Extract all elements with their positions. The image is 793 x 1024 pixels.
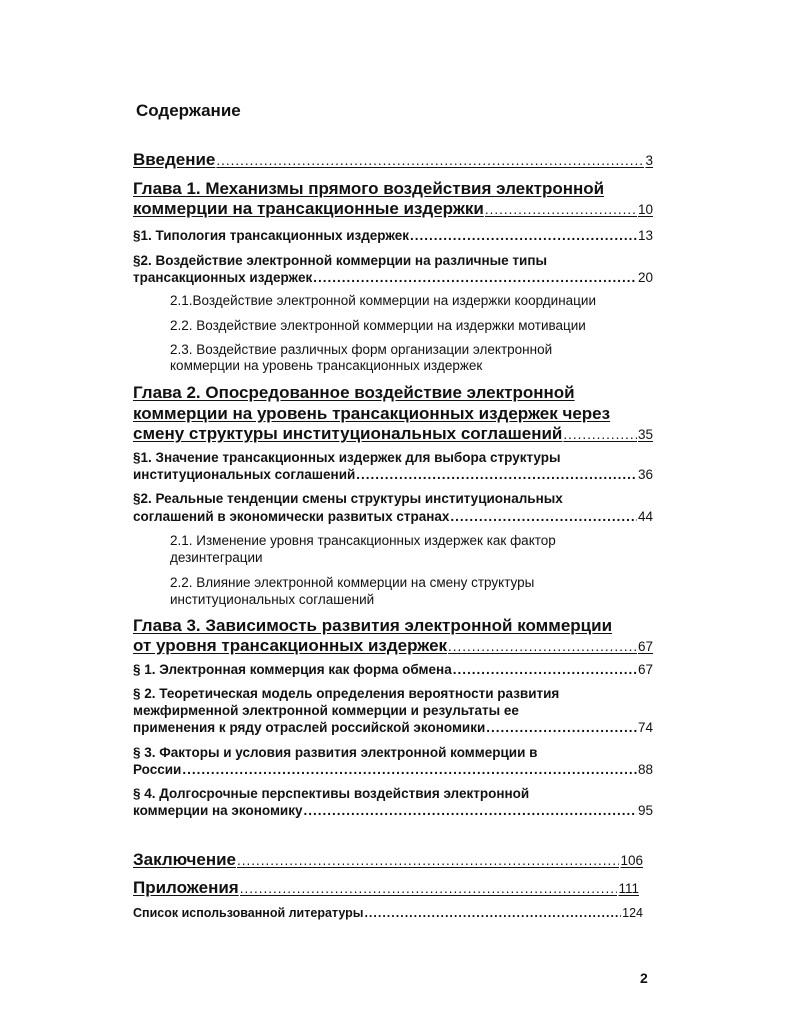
toc-entry-ch2-sec2-cont[interactable] <box>133 509 653 524</box>
toc-entry-ch2-sec1-cont[interactable] <box>133 467 653 482</box>
entry-label: Список использованной литературы <box>133 906 364 920</box>
toc-entry-ch2-sub2-2-cont[interactable]: институциональных соглашений <box>170 592 375 607</box>
toc-entry-ch3-sec4[interactable]: § 4. Долгосрочные перспективы воздействия электронной <box>133 786 530 801</box>
toc-entry-ch1-sec1[interactable] <box>133 228 653 243</box>
entry-label: Заключение <box>133 850 236 869</box>
toc-entry-ch1-sub2-2[interactable]: 2.2. Воздействие электронной коммерции на издержки мотивации <box>170 318 586 333</box>
leader-dots <box>356 467 637 482</box>
entry-label: коммерции на экономику <box>133 803 303 818</box>
entry-page: 36 <box>637 467 653 482</box>
toc-entry-ch2-sub2-1[interactable]: 2.1. Изменение уровня трансакционных издержек как фактор <box>170 533 556 548</box>
toc-entry-chapter-3-cont[interactable] <box>133 636 653 656</box>
toc-entry-ch3-sec3[interactable]: § 3. Факторы и условия развития электронной коммерции в <box>133 745 538 760</box>
entry-label: трансакционных издержек <box>133 270 313 285</box>
toc-entry-ch3-sec2-cont1[interactable]: межфирменной электронной коммерции и результаты ее <box>133 703 519 718</box>
entry-label: коммерции на трансакционные издержки <box>133 199 484 218</box>
toc-entry-chapter-2-cont2[interactable] <box>133 424 653 444</box>
toc-entry-ch1-sub2-3[interactable]: 2.3. Воздействие различных форм организации электронной <box>170 342 553 357</box>
toc-entry-ch3-sec2-cont2[interactable] <box>133 720 653 735</box>
toc-entry-ch3-sec1[interactable] <box>133 662 653 677</box>
toc-entry-appendix[interactable] <box>133 878 639 898</box>
entry-label: институциональных соглашений <box>133 467 356 482</box>
toc-entry-chapter-2-cont1[interactable]: коммерции на уровень трансакционных издержек через <box>133 404 611 423</box>
entry-page: 44 <box>637 509 653 524</box>
toc-entry-ch2-sec1[interactable]: §1. Значение трансакционных издержек для выбора структуры <box>133 450 561 465</box>
entry-page: 10 <box>637 202 653 217</box>
leader-dots <box>450 509 637 524</box>
entry-page: 3 <box>645 153 653 168</box>
entry-label: соглашений в экономически развитых странах <box>133 509 450 524</box>
entry-page: 95 <box>637 803 653 818</box>
leader-dots <box>448 639 637 654</box>
toc-entry-chapter-2[interactable]: Глава 2. Опосредованное воздействие электронной <box>133 383 575 402</box>
entry-label: смену структуры институциональных соглашений <box>133 424 563 443</box>
entry-page: 20 <box>637 270 653 285</box>
toc-entry-ch1-sec2-cont[interactable] <box>133 270 653 285</box>
entry-page: 106 <box>620 853 643 868</box>
entry-label: от уровня трансакционных издержек <box>133 636 448 655</box>
toc-entry-ch3-sec2[interactable]: § 2. Теоретическая модель определения вероятности развития <box>133 686 560 701</box>
page-number: 2 <box>640 970 648 986</box>
toc-entry-introduction[interactable] <box>133 150 653 170</box>
leader-dots <box>364 906 621 920</box>
entry-label: Введение <box>133 150 216 169</box>
entry-label: §1. Типология трансакционных издержек <box>133 228 410 243</box>
entry-page: 124 <box>622 906 643 920</box>
leader-dots <box>216 153 644 168</box>
leader-dots <box>237 853 619 868</box>
leader-dots <box>453 662 637 677</box>
toc-entry-chapter-1-cont[interactable] <box>133 199 653 219</box>
entry-page: 13 <box>637 228 653 243</box>
toc-entry-chapter-3[interactable]: Глава 3. Зависимость развития электронной коммерции <box>133 616 613 635</box>
entry-page: 67 <box>637 662 653 677</box>
toc-entry-conclusion[interactable] <box>133 850 643 870</box>
entry-page: 74 <box>637 720 653 735</box>
leader-dots <box>486 720 637 735</box>
toc-entry-ch3-sec3-cont[interactable] <box>133 762 653 777</box>
toc-entry-ch2-sec2[interactable]: §2. Реальные тенденции смены структуры институциональных <box>133 491 563 506</box>
entry-page: 111 <box>618 881 639 896</box>
entry-label: применения к ряду отраслей российской экономики <box>133 720 486 735</box>
toc-entry-ch3-sec4-cont[interactable] <box>133 803 653 818</box>
entry-page: 35 <box>637 427 653 442</box>
toc-entry-chapter-1[interactable]: Глава 1. Механизмы прямого воздействия электронной <box>133 179 605 198</box>
toc-entry-literature[interactable] <box>133 906 643 920</box>
leader-dots <box>313 270 637 285</box>
entry-label: § 1. Электронная коммерция как форма обмена <box>133 662 452 677</box>
entry-label: Приложения <box>133 878 239 897</box>
toc-entry-ch2-sub2-1-cont[interactable]: дезинтеграции <box>170 550 263 565</box>
toc-entry-ch1-sub2-3-cont[interactable]: коммерции на уровень трансакционных издержек <box>170 358 483 373</box>
entry-page: 88 <box>637 762 653 777</box>
leader-dots <box>182 762 637 777</box>
leader-dots <box>240 881 618 896</box>
toc-entry-ch1-sub2-1[interactable]: 2.1.Воздействие электронной коммерции на издержки координации <box>170 293 596 308</box>
leader-dots <box>410 228 637 243</box>
leader-dots <box>304 803 637 818</box>
entry-page: 67 <box>637 639 653 654</box>
toc-entry-ch1-sec2[interactable]: §2. Воздействие электронной коммерции на различные типы <box>133 253 548 268</box>
entry-label: России <box>133 762 182 777</box>
leader-dots <box>485 202 637 217</box>
toc-title: Содержание <box>136 101 241 120</box>
toc-entry-ch2-sub2-2[interactable]: 2.2. Влияние электронной коммерции на смену структуры <box>170 575 535 590</box>
leader-dots <box>563 427 637 442</box>
